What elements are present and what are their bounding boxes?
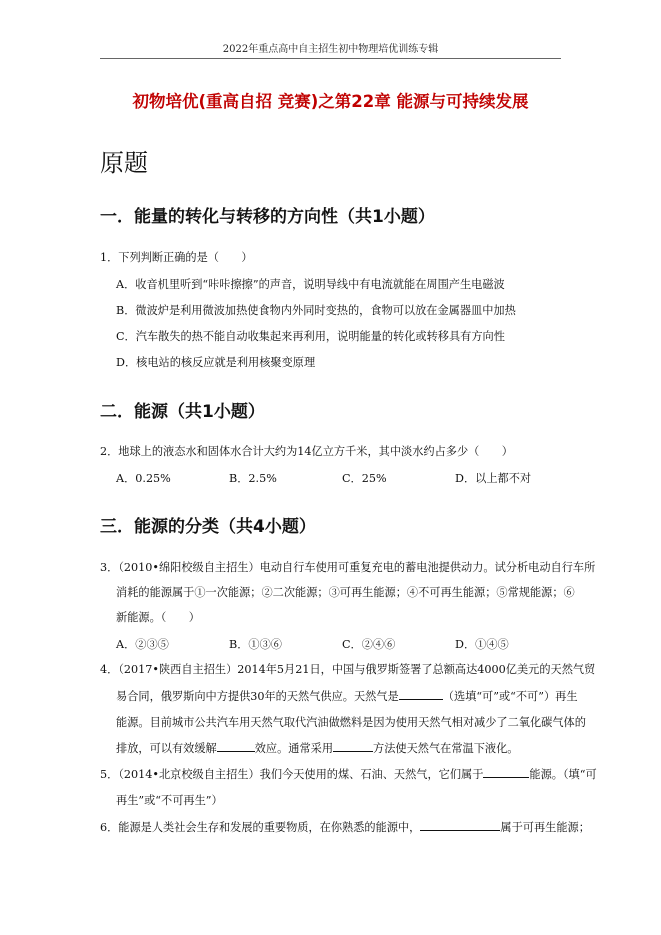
question-3-choice-c: C．②④⑥ [342,638,396,651]
question-4-line-3: 能源。目前城市公共汽车用天然气取代汽油做燃料是因为使用天然气相对减少了二氧化碳气体的 [116,716,586,729]
question-2-choice-b: B．2.5% [229,472,277,485]
question-6-blank [420,820,500,831]
question-4-line-4 [116,740,518,756]
question-1-stem: 1．下列判断正确的是（ ） [100,251,253,264]
question-3-choice-d: D．①④⑤ [455,638,509,651]
question-4-blank-3 [333,741,373,752]
original-problems-label: 原题 [100,149,148,177]
question-1-option-b: B．微波炉是利用微波加热使食物内外同时变热的，食物可以放在金属器皿中加热 [116,304,516,317]
document-title: 初物培优(重高自招 竞赛)之第22章 能源与可持续发展 [132,92,529,111]
question-4-line-1: 4．（2017•陕西自主招生）2014年5月21日，中国与俄罗斯签署了总额高达4000亿美元的天然气贸 [100,663,596,676]
section-heading-2: 二．能源（共1小题） [100,402,265,422]
question-2-choice-c: C．25% [342,472,387,485]
question-4-text-b: （选填“可”或“不可”）再生 [442,690,578,703]
question-3-choice-b: B．①③⑥ [229,638,282,651]
question-3-choices [116,636,509,652]
question-5-line-2: 再生”或“不可再生”） [116,794,223,807]
question-2-choice-d: D．以上都不对 [455,472,532,485]
header-divider [100,58,561,59]
question-4-text-d: 效应。通常采用 [254,742,334,755]
question-6-text-a: 6．能源是人类社会生存和发展的重要物质，在你熟悉的能源中， [100,821,421,834]
question-4-text-a: 易合同，俄罗斯向中方提供30年的天然气供应。天然气是 [116,690,399,703]
section-heading-1: 一．能量的转化与转移的方向性（共1小题） [100,207,435,227]
question-4-line-2 [116,688,578,704]
question-6-text-b: 属于可再生能源； [500,821,590,834]
question-5-blank [483,767,529,778]
question-3-line-3: 新能源。（ ） [116,611,200,624]
question-4-blank-1 [399,689,443,700]
question-3-line-2: 消耗的能源属于①一次能源；②二次能源；③可再生能源；④不可再生能源；⑤常规能源；⑥ [116,586,575,599]
question-4-text-e: 方法使天然气在常温下液化。 [373,742,519,755]
question-5-text-b: 能源。（填“可 [529,768,597,781]
question-3-choice-a: A．②③⑤ [116,638,169,651]
section-heading-3: 三．能源的分类（共4小题） [100,517,316,537]
question-1-option-a: A．收音机里听到“咔咔擦擦”的声音，说明导线中有电流就能在周围产生电磁波 [116,278,505,291]
question-1-option-c: C．汽车散失的热不能自动收集起来再利用，说明能量的转化或转移具有方向性 [116,330,505,343]
question-1-option-d: D．核电站的核反应就是利用核聚变原理 [116,356,316,369]
question-4-blank-2 [217,741,255,752]
question-6-line-1 [100,819,590,835]
running-header: 2022年重点高中自主招生初中物理培优训练专辑 [222,44,439,55]
question-2-choice-a: A．0.25% [116,472,171,485]
question-2-choices [116,470,531,486]
question-5-line-1 [100,766,597,782]
question-2-stem: 2．地球上的液态水和固体水合计大约为14亿立方千米，其中淡水约占多少（ ） [100,445,513,458]
question-3-line-1: 3．（2010•绵阳校级自主招生）电动自行车使用可重复充电的蓄电池提供动力。试分析电动自行车所 [100,561,596,574]
question-5-text-a: 5．（2014•北京校级自主招生）我们今天使用的煤、石油、天然气，它们属于 [100,768,484,781]
question-4-text-c: 排放，可以有效缓解 [116,742,217,755]
